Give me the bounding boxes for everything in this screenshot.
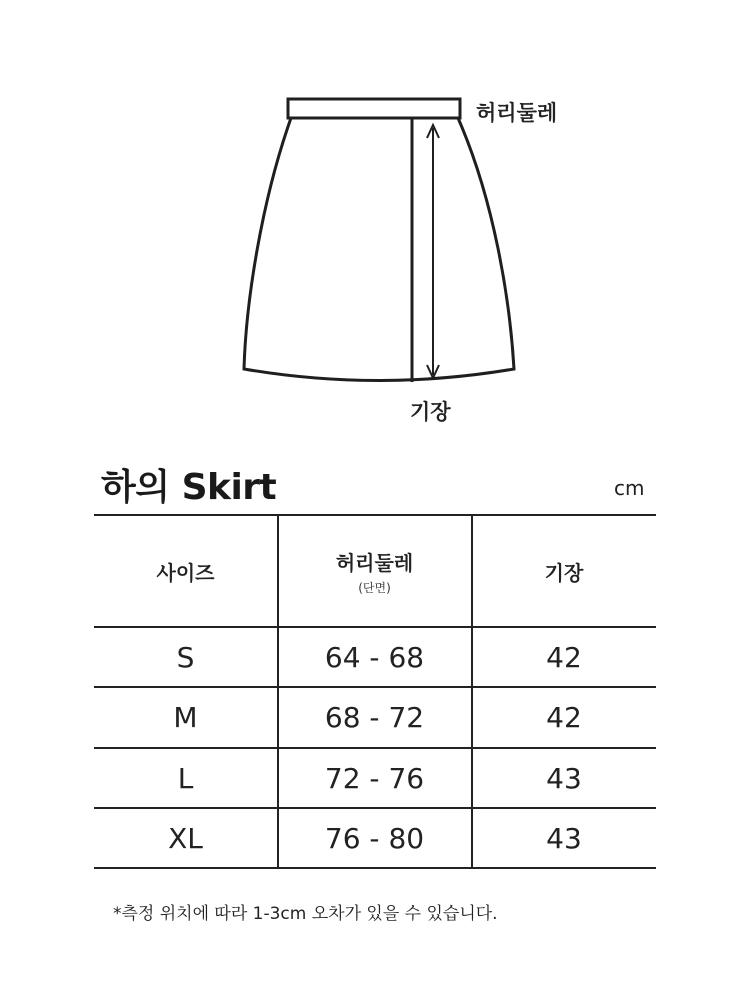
cell-waist: 68 - 72 xyxy=(324,701,425,734)
cell-size: S xyxy=(176,640,195,674)
cell-length: 42 xyxy=(546,640,582,674)
cell-length: 43 xyxy=(546,761,582,795)
measurement-note: *측정 위치에 따라 1-3cm 오차가 있을 수 있습니다. xyxy=(113,904,498,924)
header-waist-label: 허리둘레 xyxy=(335,550,414,575)
header-size xyxy=(94,516,277,626)
cell-length: 42 xyxy=(546,701,582,734)
table-bottom-rule xyxy=(94,867,656,869)
header-length-label: 기장 xyxy=(544,560,584,585)
cell-size: XL xyxy=(168,821,203,855)
cell-size: M xyxy=(173,701,198,734)
cell-waist: 72 - 76 xyxy=(324,761,425,795)
skirt-illustration xyxy=(0,0,750,440)
header-waist-sub: (단면) xyxy=(358,580,391,595)
header-size-label: 사이즈 xyxy=(156,560,215,585)
length-label: 기장 xyxy=(410,400,451,424)
header-length xyxy=(472,516,656,626)
cell-waist: 64 - 68 xyxy=(324,640,425,674)
cell-size: L xyxy=(177,761,194,795)
chart-title: 하의 Skirt xyxy=(101,467,277,508)
cell-waist: 76 - 80 xyxy=(324,821,425,855)
cell-length: 43 xyxy=(546,821,582,855)
waist-label: 허리둘레 xyxy=(476,101,558,125)
unit-label: cm xyxy=(614,476,645,500)
skirt-diagram xyxy=(0,0,750,440)
header-waist xyxy=(278,516,471,626)
